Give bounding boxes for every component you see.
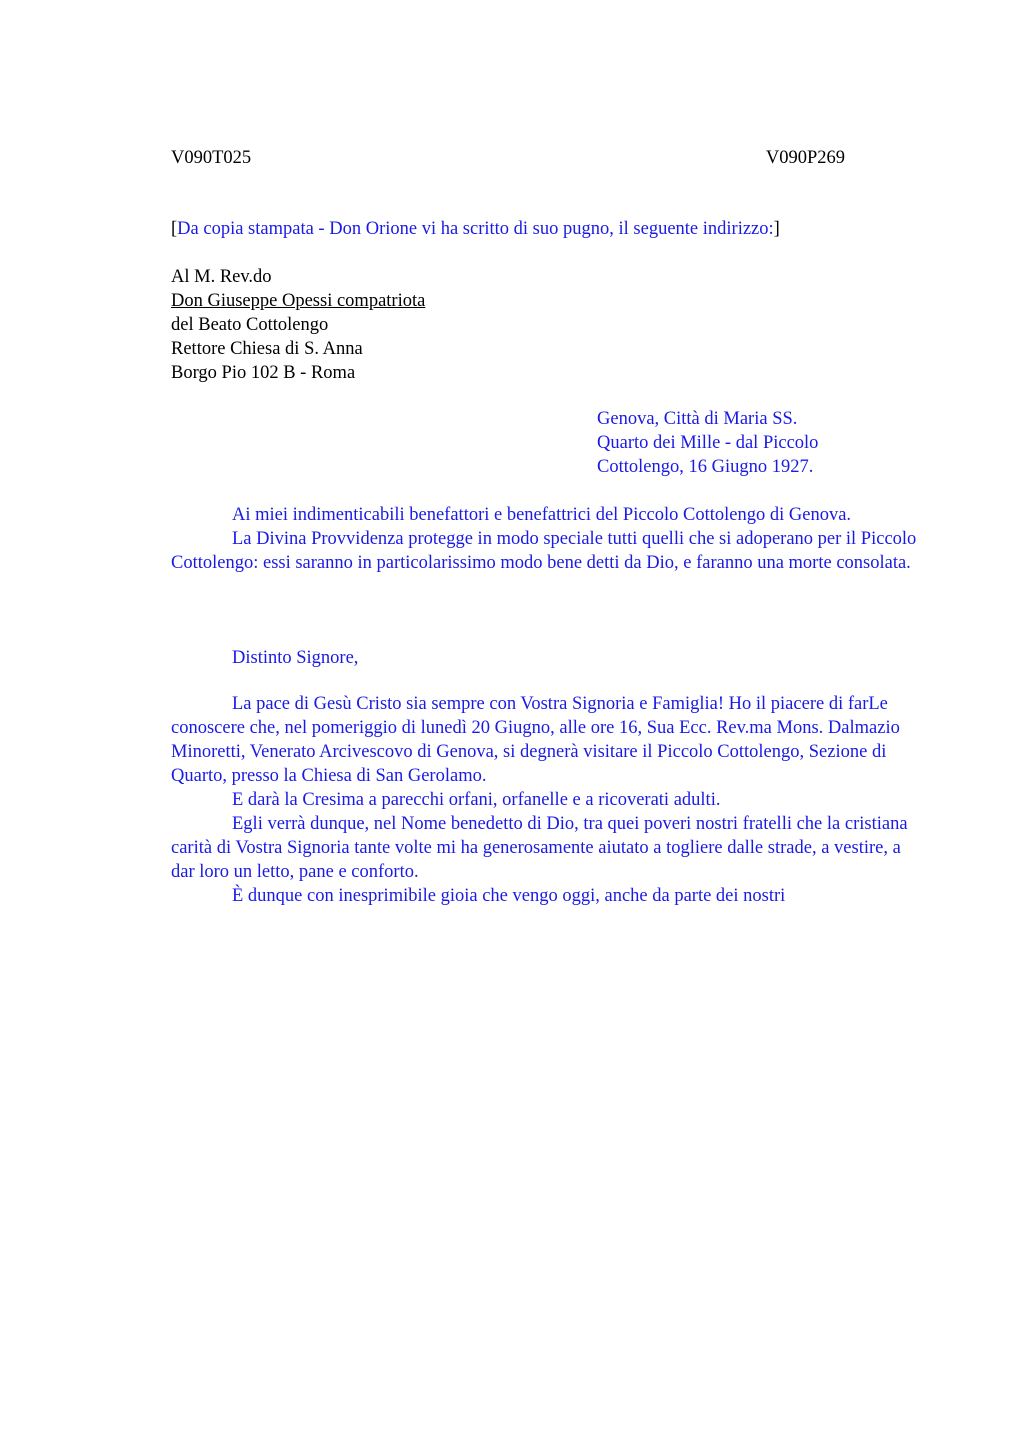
volume-text-code: V090T025 bbox=[171, 148, 252, 168]
letter-paragraph: È dunque con inesprimibile gioia che vengo oggi, anche da parte dei nostri bbox=[232, 886, 786, 906]
dedication-paragraph: Ai miei indimenticabili benefattori e benefattrici del Piccolo Cottolengo di Genova. bbox=[232, 505, 852, 525]
note-text: Da copia stampata - Don Orione vi ha scritto di suo pugno, il seguente indirizzo: bbox=[177, 219, 774, 239]
place-and-date bbox=[597, 407, 818, 479]
address-line: del Beato Cottolengo bbox=[171, 315, 329, 335]
address-line: Al M. Rev.do bbox=[171, 267, 272, 287]
letter-paragraph: La pace di Gesù Cristo sia sempre con Vostra Signoria e Famiglia! Ho il piacere di farLe conoscere che, nel pomeriggio di lunedì 20 Giugno, alle ore 16, Sua Ecc. Rev.ma Mons. Dalmazio Minoretti, Venerato Arcivescovo di Genova, si degnerà visitare il Piccolo Cottolengo, Sezione di Quarto, presso la Chiesa di San Gerolamo. bbox=[171, 694, 900, 786]
letter-body bbox=[171, 692, 931, 908]
dateline-line: Genova, Città di Maria SS. bbox=[597, 409, 798, 429]
letter-paragraph: E darà la Cresima a parecchi orfani, orfanelle e a ricoverati adulti. bbox=[232, 790, 721, 810]
recipient-address bbox=[171, 265, 425, 385]
dateline-line: Quarto dei Mille - dal Piccolo bbox=[597, 433, 819, 453]
address-line: Borgo Pio 102 B - Roma bbox=[171, 363, 356, 383]
letter-paragraph: Egli verrà dunque, nel Nome benedetto di Dio, tra quei poveri nostri fratelli che la cristiana carità di Vostra Signoria tante volte mi ha generosamente aiutato a togliere dalle strade, a vestire, a dar loro un letto, pane e conforto. bbox=[171, 814, 908, 882]
address-line-recipient-name: Don Giuseppe Opessi compatriota bbox=[171, 291, 426, 311]
editorial-note bbox=[171, 217, 780, 241]
intro-block bbox=[171, 503, 931, 575]
providence-paragraph: La Divina Provvidenza protegge in modo speciale tutti quelli che si adoperano per il Piccolo Cottolengo: essi saranno in particolarissimo modo bene detti da Dio, e faranno una morte consolata. bbox=[171, 529, 917, 573]
dateline-line: Cottolengo, 16 Giugno 1927. bbox=[597, 457, 814, 477]
address-line: Rettore Chiesa di S. Anna bbox=[171, 339, 363, 359]
salutation: Distinto Signore, bbox=[232, 648, 359, 668]
salutation-block bbox=[171, 646, 931, 670]
document-codes bbox=[171, 146, 845, 170]
volume-page-code: V090P269 bbox=[765, 148, 845, 168]
note-open-bracket: [ bbox=[171, 219, 178, 239]
note-close-bracket: ] bbox=[773, 219, 780, 239]
